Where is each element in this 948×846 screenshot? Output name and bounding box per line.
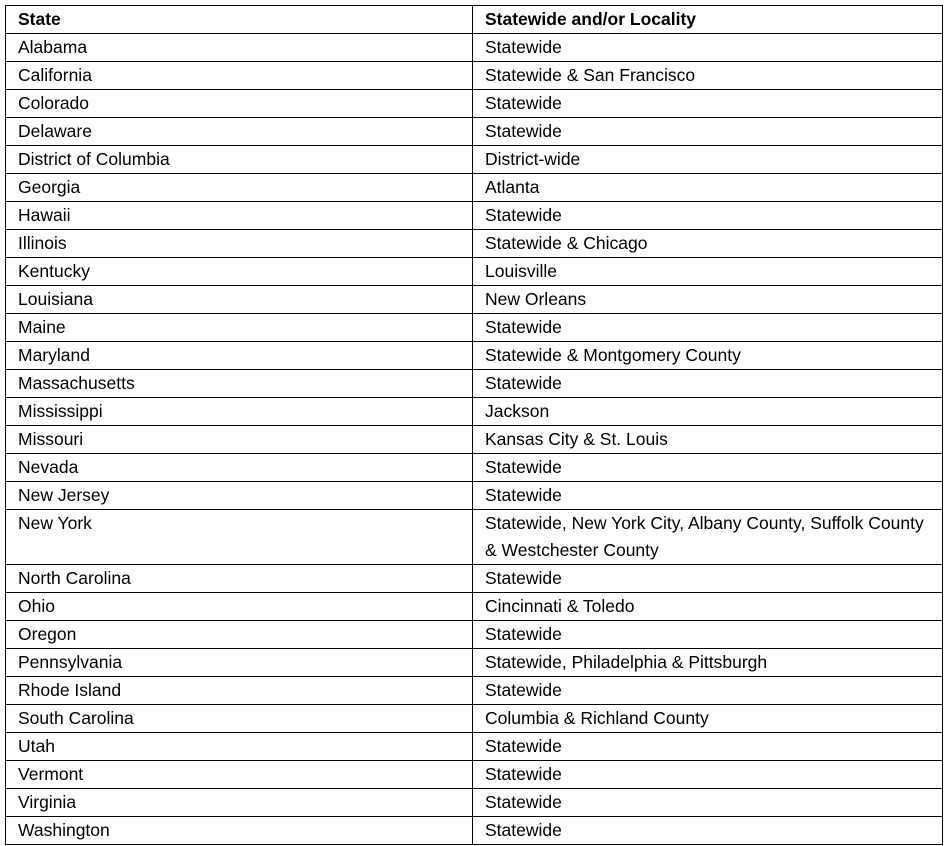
locality-cell: Statewide [473, 482, 943, 510]
locality-cell: Statewide [473, 34, 943, 62]
table-row [6, 761, 943, 789]
locality-cell: Statewide [473, 118, 943, 146]
state-cell: North Carolina [6, 565, 473, 593]
state-cell: Vermont [6, 761, 473, 789]
state-cell: Georgia [6, 174, 473, 202]
state-cell: New York [6, 510, 473, 565]
state-cell: Hawaii [6, 202, 473, 230]
state-cell: Mississippi [6, 398, 473, 426]
locality-cell: Statewide [473, 733, 943, 761]
table-row [6, 174, 943, 202]
locality-cell: Statewide [473, 90, 943, 118]
state-cell: South Carolina [6, 705, 473, 733]
locality-cell: Statewide [473, 314, 943, 342]
state-cell: District of Columbia [6, 146, 473, 174]
state-cell: Washington [6, 817, 473, 845]
state-cell: Virginia [6, 789, 473, 817]
state-cell: Massachusetts [6, 370, 473, 398]
table-row [6, 733, 943, 761]
state-locality-table [5, 5, 943, 845]
table-row [6, 454, 943, 482]
table-body [6, 34, 943, 845]
state-cell: Utah [6, 733, 473, 761]
table-row [6, 258, 943, 286]
table-row [6, 593, 943, 621]
header-row [6, 6, 943, 34]
state-cell: Ohio [6, 593, 473, 621]
state-cell: Missouri [6, 426, 473, 454]
locality-cell: Atlanta [473, 174, 943, 202]
locality-cell: Statewide & Chicago [473, 230, 943, 258]
locality-cell: Statewide [473, 202, 943, 230]
table-row [6, 426, 943, 454]
locality-cell: Statewide, Philadelphia & Pittsburgh [473, 649, 943, 677]
table-row [6, 482, 943, 510]
locality-cell: Statewide & San Francisco [473, 62, 943, 90]
state-cell: Kentucky [6, 258, 473, 286]
locality-cell: Statewide [473, 789, 943, 817]
locality-cell: Statewide [473, 621, 943, 649]
table-row [6, 370, 943, 398]
locality-cell: Statewide [473, 454, 943, 482]
state-cell: Louisiana [6, 286, 473, 314]
table-row [6, 62, 943, 90]
state-cell: Maine [6, 314, 473, 342]
table-row [6, 342, 943, 370]
locality-cell: Statewide [473, 565, 943, 593]
table-row [6, 34, 943, 62]
state-cell: Oregon [6, 621, 473, 649]
locality-cell: New Orleans [473, 286, 943, 314]
state-cell: New Jersey [6, 482, 473, 510]
locality-cell: Jackson [473, 398, 943, 426]
locality-cell: Louisville [473, 258, 943, 286]
table-row [6, 565, 943, 593]
table-row [6, 146, 943, 174]
table-row [6, 286, 943, 314]
table-row [6, 705, 943, 733]
state-cell: Delaware [6, 118, 473, 146]
table-row [6, 202, 943, 230]
table-row [6, 118, 943, 146]
header-locality: Statewide and/or Locality [473, 6, 943, 34]
locality-cell: Statewide [473, 817, 943, 845]
locality-cell: Columbia & Richland County [473, 705, 943, 733]
header-state: State [6, 6, 473, 34]
table-row [6, 649, 943, 677]
locality-cell: District-wide [473, 146, 943, 174]
table-row [6, 817, 943, 845]
table-row [6, 230, 943, 258]
state-cell: Alabama [6, 34, 473, 62]
state-cell: Rhode Island [6, 677, 473, 705]
table-row [6, 398, 943, 426]
state-cell: Nevada [6, 454, 473, 482]
locality-cell: Statewide [473, 677, 943, 705]
table-row [6, 314, 943, 342]
table-row [6, 677, 943, 705]
state-cell: Colorado [6, 90, 473, 118]
locality-cell: Statewide, New York City, Albany County, Suffolk County & Westchester County [473, 510, 943, 565]
state-cell: Illinois [6, 230, 473, 258]
state-cell: California [6, 62, 473, 90]
table-row [6, 510, 943, 565]
table-row [6, 90, 943, 118]
table-row [6, 621, 943, 649]
locality-cell: Cincinnati & Toledo [473, 593, 943, 621]
state-cell: Maryland [6, 342, 473, 370]
locality-cell: Kansas City & St. Louis [473, 426, 943, 454]
state-cell: Pennsylvania [6, 649, 473, 677]
locality-cell: Statewide [473, 370, 943, 398]
locality-cell: Statewide [473, 761, 943, 789]
locality-cell: Statewide & Montgomery County [473, 342, 943, 370]
table-row [6, 789, 943, 817]
